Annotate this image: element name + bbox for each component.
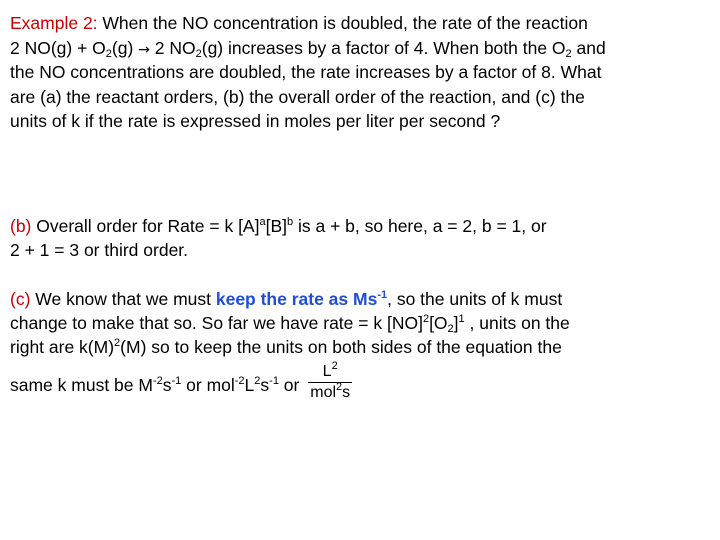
- superscript: 2: [336, 381, 343, 393]
- answer-text: [B]: [265, 216, 287, 236]
- reaction-text: 2 NO: [149, 37, 196, 58]
- answer-text: s: [162, 375, 172, 396]
- problem-line-5: units of k if the rate is expressed in moles per liter per second ?: [10, 111, 501, 131]
- problem-text: (g) increases by a factor of 4. When both the O: [201, 37, 566, 58]
- answer-text: change to make that so. So far we have rate = k [NO]: [10, 313, 423, 333]
- answer-text: We know that we must: [30, 289, 216, 309]
- answer-text: , units on the: [464, 313, 570, 333]
- answer-text: ]: [453, 313, 459, 333]
- fraction-denominator: [308, 381, 352, 402]
- problem-line-3: the NO concentrations are doubled, the rate increases by a factor of 8. What: [10, 62, 602, 82]
- answer-text: or: [278, 375, 305, 396]
- superscript: b: [287, 216, 294, 228]
- superscript: 2: [254, 375, 261, 388]
- answer-text: same k must be M: [10, 375, 153, 396]
- highlight-phrase: keep the rate as Ms: [215, 289, 378, 309]
- answer-text: right are k(M): [10, 337, 115, 357]
- subscript: 2: [195, 47, 202, 60]
- part-c-line-2: [10, 311, 570, 335]
- superscript: 1: [458, 313, 465, 325]
- units-fraction: [308, 360, 352, 402]
- example-label: Example 2:: [10, 13, 98, 33]
- superscript: -1: [269, 375, 279, 388]
- part-c-line-4: [10, 360, 570, 401]
- superscript: 2: [331, 360, 338, 372]
- superscript: -2: [152, 375, 163, 388]
- answer-part-b: [10, 214, 547, 262]
- answer-text: s: [260, 375, 270, 396]
- denominator-text: s: [342, 384, 351, 401]
- superscript: 2: [114, 337, 121, 349]
- subscript: 2: [105, 47, 112, 60]
- superscript: -1: [377, 289, 388, 301]
- numerator-text: L: [322, 363, 332, 380]
- reaction-text: 2 NO(g) + O: [10, 37, 106, 58]
- answer-text: or mol: [181, 375, 235, 396]
- superscript: 2: [422, 313, 430, 325]
- superscript: -2: [234, 375, 245, 388]
- superscript: -1: [171, 375, 182, 388]
- part-b-line-2: 2 + 1 = 3 or third order.: [10, 240, 189, 260]
- part-b-label: (b): [10, 216, 32, 236]
- problem-text: When the NO concentration is doubled, the rate of the reaction: [97, 13, 588, 33]
- reaction-arrow-icon: →: [138, 41, 150, 58]
- subscript: 2: [447, 323, 454, 335]
- answer-text: Overall order for Rate = k [A]: [31, 216, 260, 236]
- answer-text: , so the units of k must: [387, 289, 563, 309]
- answer-text: (M) so to keep the units on both sides of the equation the: [120, 337, 562, 357]
- problem-line-4: are (a) the reactant orders, (b) the overall order of the reaction, and (c) the: [10, 86, 585, 107]
- problem-line-2: [10, 36, 606, 61]
- answer-text: is a + b, so here, a = 2, b = 1, or: [293, 216, 547, 236]
- superscript: a: [259, 216, 266, 228]
- answer-part-c: [10, 287, 570, 401]
- fraction-numerator: [308, 360, 352, 381]
- fraction-bar: [308, 382, 352, 383]
- denominator-text: mol: [310, 384, 337, 401]
- part-c-label: (c): [10, 289, 31, 309]
- problem-statement: [10, 11, 606, 134]
- part-c-line-1: [10, 287, 570, 311]
- answer-text: L: [244, 375, 255, 396]
- problem-line-1: [10, 11, 606, 36]
- problem-text: and: [571, 37, 606, 58]
- subscript: 2: [565, 47, 572, 60]
- part-b-line-1: [10, 214, 547, 238]
- highlight-text: [216, 289, 387, 309]
- part-c-line-3: [10, 335, 570, 359]
- reaction-text: (g): [111, 37, 139, 58]
- answer-text: [O: [429, 313, 448, 333]
